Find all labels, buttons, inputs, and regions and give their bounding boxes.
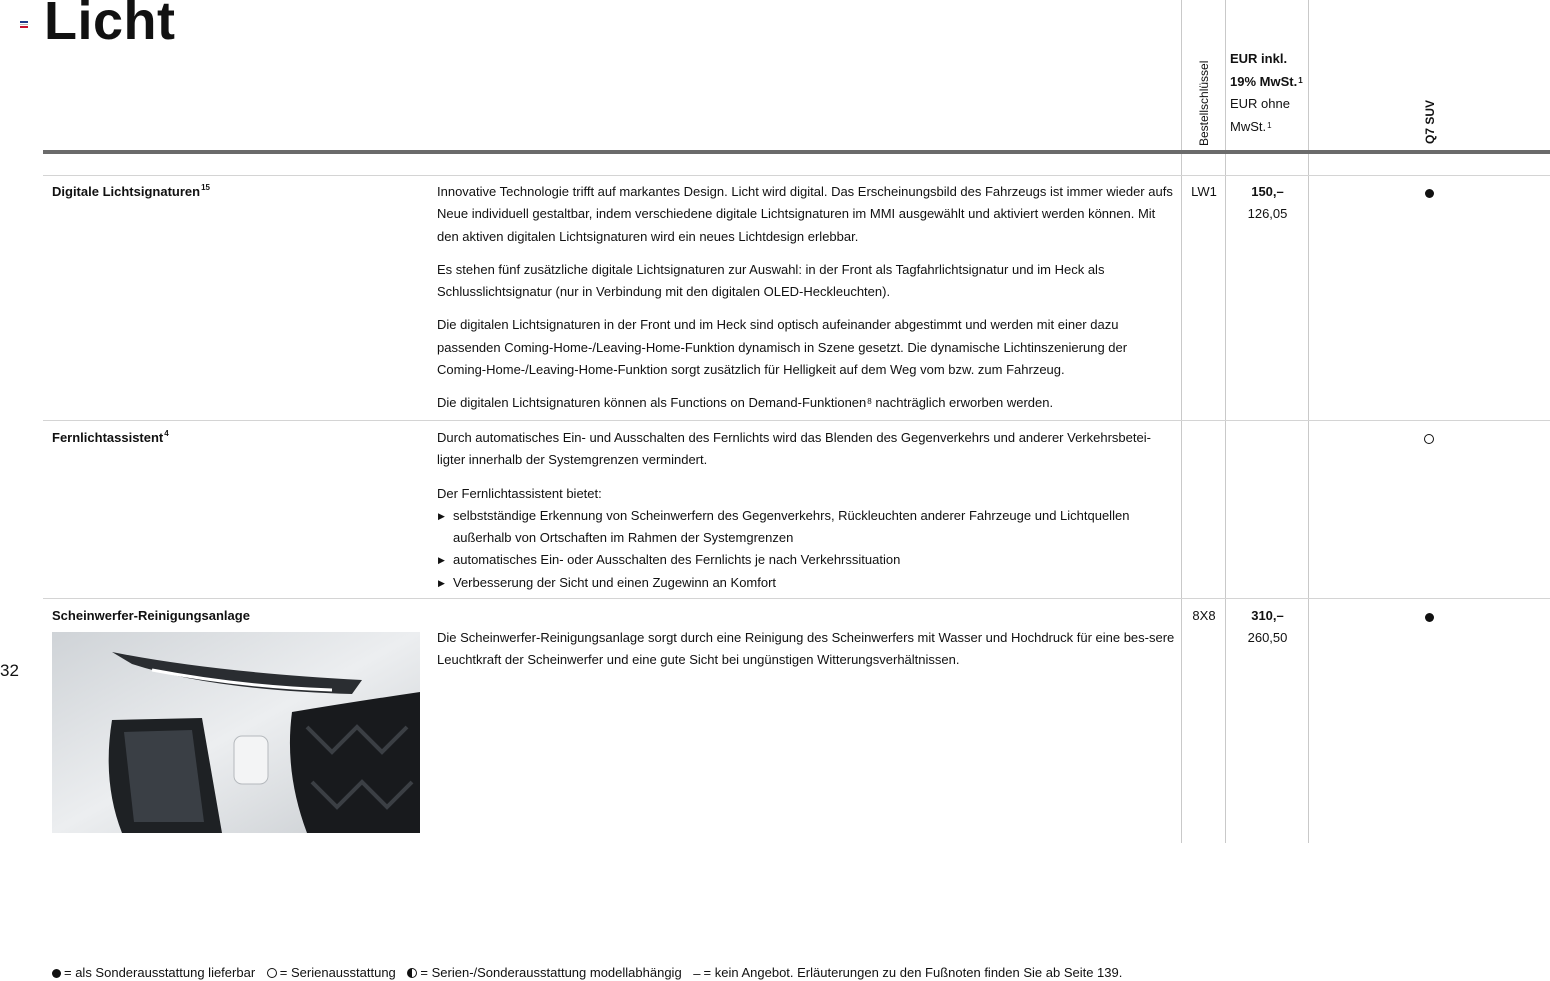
header-divider (43, 150, 1550, 154)
footnote-marker: 8 (867, 397, 872, 407)
list-item: ▶ automatisches Ein- oder Ausschalten des Fernlichts je nach Verkehrssituation (437, 549, 1177, 571)
header-model: Q7 SUV (1423, 99, 1437, 144)
price-excl: 126,05 (1247, 206, 1288, 222)
column-divider (1181, 0, 1182, 843)
page-number: 32 (0, 661, 19, 680)
row-title: Digitale Lichtsignaturen$^{15}$ (52, 183, 210, 199)
availability-optional-icon (1419, 186, 1439, 201)
description-paragraph: Die Scheinwerfer-Reinigungsanlage sorgt durch eine Reinigung des Scheinwerfers mit Wasser und Hochdruck für eine bes-sere Leuchtkraft der Scheinwerfer und eine gute Sicht bei ungünstigen Witterungsverhältnissen. (437, 630, 1175, 668)
row-description (437, 181, 1177, 426)
description-paragraph: Durch automatisches Ein- und Ausschalten des Fernlichts wird das Blenden des Gegenverkehrs und anderer Verkehrsbetei-ligter innerhalb der Systemgrenzen vermindert. (437, 430, 1151, 468)
order-code: 8X8 (1192, 608, 1216, 623)
availability-standard-icon (1419, 432, 1439, 447)
bullet-list (437, 505, 1177, 594)
header-price-incl-vat: 19% MwSt. (1230, 73, 1298, 89)
row-title: Fernlichtassistent$^4$ (52, 429, 169, 445)
order-code: LW1 (1191, 184, 1217, 199)
nav-marker-icon (20, 21, 28, 29)
no-offer-dash-icon: – (693, 966, 701, 981)
legend (52, 965, 1130, 981)
footnote-marker: 1 (1267, 120, 1272, 130)
bullet-triangle-icon: ▶ (438, 510, 445, 521)
row-divider (43, 175, 1550, 176)
price-incl: 310,– (1251, 608, 1284, 623)
row-title: Scheinwerfer-Reinigungsanlage (52, 608, 250, 623)
legend-optional: = als Sonderausstattung lieferbar (64, 965, 256, 980)
header-price-incl: EUR inkl. (1230, 51, 1288, 66)
optional-dot-icon (52, 969, 61, 978)
footnote-marker: 4 (164, 429, 169, 438)
row-description (437, 627, 1177, 683)
list-item: ▶ selbstständige Erkennung von Scheinwerfern des Gegenverkehrs, Rückleuchten anderer Fahrzeuge und Lichtquellen außerhalb von Ortschaften im Rahmen der Systemgrenzen (437, 505, 1177, 550)
page-title: Licht (44, 0, 176, 51)
header-price (1230, 48, 1303, 138)
price-cell (1226, 181, 1309, 226)
description-paragraph: Innovative Technologie trifft auf markantes Design. Licht wird digital. Das Erscheinungsbild des Fahrzeugs ist immer wieder aufs Neue individuell gestaltbar, indem verschiedene digitale Lichtsignaturen im MMI ausgewählt und aktiviert werden können. Mit den aktiven digitalen Lichtsignaturen wird ein neues Lichtdesign erlebbar. (437, 184, 1173, 244)
header-price-excl: EUR ohne (1230, 96, 1290, 111)
description-paragraph: Es stehen fünf zusätzliche digitale Lichtsignaturen zur Auswahl: in der Front als Tagfahrlichtsignatur und im Heck als Schlusslichtsignatur (nur in Verbindung mit den digitalen OLED-Heckleuchten). (437, 261, 1105, 300)
row-description (437, 427, 1177, 594)
description-paragraph: Die digitalen Lichtsignaturen können als Functions on Demand-Funktionen$^8$ nachträglich erworben werden. (437, 395, 1054, 411)
description-paragraph: Die digitalen Lichtsignaturen in der Front und im Heck sind optisch aufeinander abgestimmt und werden mit einer dazu passenden Coming-Home-/Leaving-Home-Funktion dynamisch in Szene gesetzt. Die dynamische Lichtinszenierung der Coming-Home-/Leaving-Home-Funktion sorgt zusätzlich für Helligkeit auf dem Weg vom bzw. zum Fahrzeug. (437, 317, 1128, 378)
price-incl: 150,– (1251, 184, 1284, 199)
column-divider (1308, 0, 1309, 843)
price-excl: 260,50 (1247, 630, 1288, 646)
list-item: ▶ Verbesserung der Sicht und einen Zugewinn an Komfort (437, 572, 1177, 594)
legend-standard: = Serienausstattung (279, 965, 396, 980)
model-dependent-half-circle-icon (407, 968, 417, 978)
headlight-photo (52, 632, 420, 833)
price-cell (1226, 605, 1309, 650)
column-divider (1225, 0, 1226, 843)
bullet-triangle-icon: ▶ (438, 555, 445, 566)
standard-circle-icon (267, 968, 277, 978)
availability-optional-icon (1419, 610, 1439, 625)
footnote-marker: 1 (1298, 75, 1303, 85)
footnote-marker: 15 (201, 183, 210, 192)
row-divider (43, 598, 1550, 599)
description-paragraph: Der Fernlichtassistent bietet: (437, 485, 602, 501)
legend-model-dependent: = Serien-/Sonderausstattung modellabhängig (420, 965, 682, 980)
header-price-excl-vat: MwSt. (1230, 118, 1267, 134)
header-order-key: Bestellschlüssel (1197, 60, 1211, 146)
legend-no-offer: = kein Angebot. Erläuterungen zu den Fußnoten finden Sie ab Seite 139. (703, 965, 1123, 980)
bullet-triangle-icon: ▶ (438, 577, 445, 588)
